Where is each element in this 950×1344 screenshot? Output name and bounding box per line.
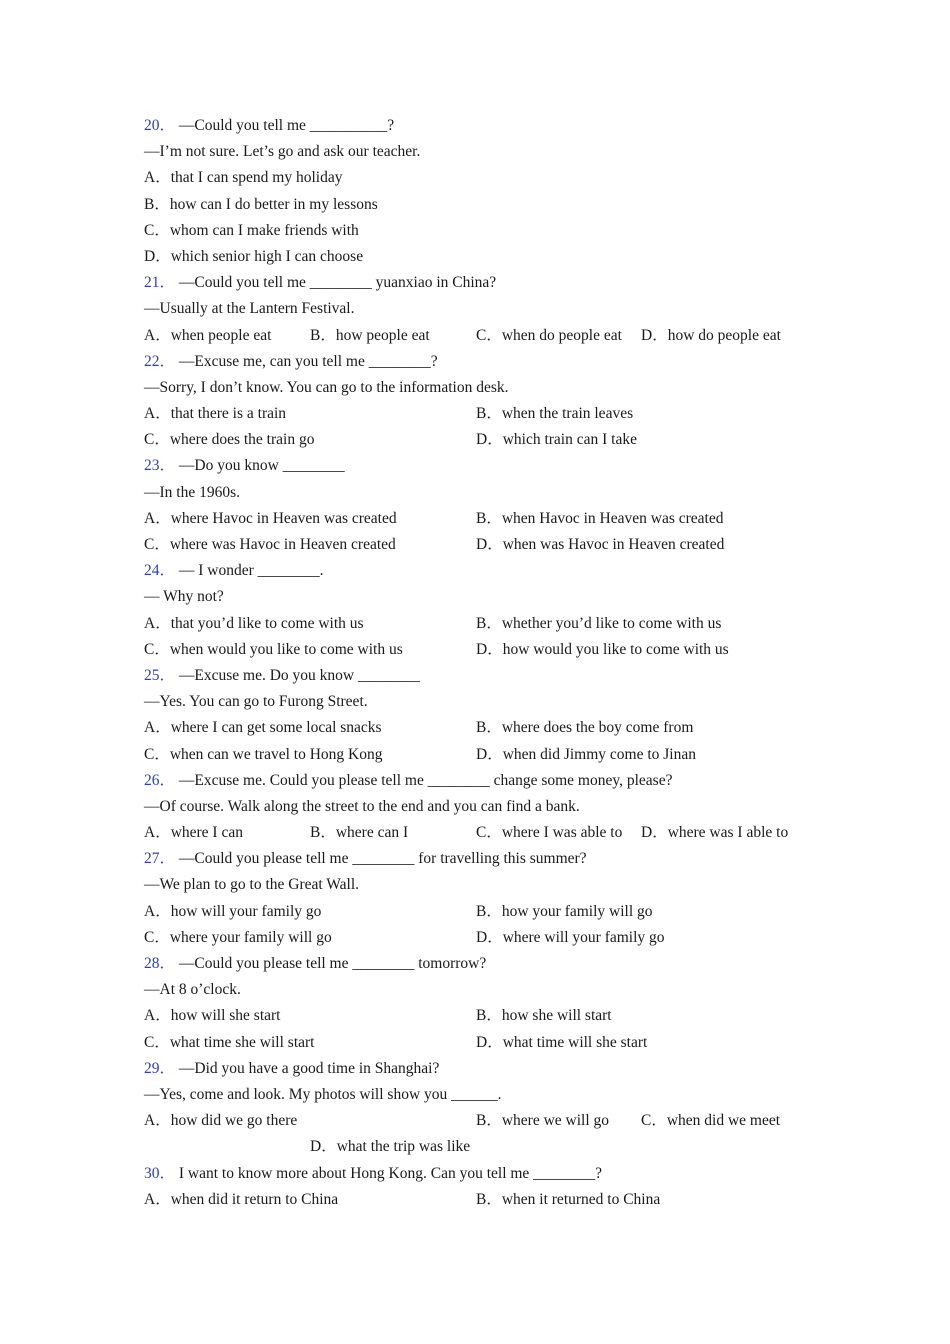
question-29-answer: —Yes, come and look. My photos will show you ______. [144,1085,502,1103]
question-30-stem: 30． I want to know more about Hong Kong. Can you tell me ________? [144,1164,603,1182]
option-a: A．how will she start [144,1007,281,1025]
question-22-answer: —Sorry, I don’t know. You can go to the information desk. [144,378,509,396]
option-b: B．where does the boy come from [476,719,694,737]
option-d: D．which train can I take [476,431,637,449]
option-a: A．how will your family go [144,902,322,920]
option-c: C．when do people eat [476,326,622,344]
option-c: C．where your family will go [144,928,332,946]
option-c: C．where was Havoc in Heaven created [144,536,396,553]
option-d: D．what the trip was like [310,1138,471,1156]
option-d: D．where was I able to [641,824,789,842]
question-21-stem: 21． —Could you tell me ________ yuanxiao in China? [144,274,497,292]
options-row [144,899,824,925]
question-number: 29． [144,1059,176,1077]
options-row [144,1030,824,1056]
question-number: 23． [144,457,176,475]
option-c: C．whom can I make friends with [144,221,359,239]
options-row [144,1003,824,1029]
question-26-stem: 26． —Excuse me. Could you please tell me ________ change some money, please? [144,771,673,789]
option-a: A．that there is a train [144,405,287,423]
option-c: C．what time she will start [144,1033,315,1051]
question-24-stem: 24． — I wonder ________. [144,562,324,580]
options-row [144,820,824,846]
question-28-answer: —At 8 o’clock. [144,981,241,999]
question-24-answer: — Why not? [144,588,224,606]
option-a: A．where Havoc in Heaven was created [144,509,397,527]
option-a: A．that I can spend my holiday [144,169,343,187]
question-number: 25． [144,666,176,684]
options-row [144,506,824,532]
options-row [144,715,824,741]
question-23-stem: 23． —Do you know ________ [144,457,345,475]
option-b: B．where we will go [476,1112,610,1130]
options-row [144,637,824,663]
question-26-answer: —Of course. Walk along the street to the end and you can find a bank. [144,797,580,815]
option-c: C．when did we meet [641,1112,781,1130]
option-c: C．where I was able to [476,824,623,842]
option-c: C．when would you like to come with us [144,640,403,658]
options-row [144,1108,824,1134]
options-row [144,1187,824,1213]
question-number: 28． [144,955,176,972]
question-number: 26． [144,771,176,789]
options-row [144,427,824,453]
option-d: D．which senior high I can choose [144,247,364,265]
option-b: B．whether you’d like to come with us [476,614,722,632]
question-28-stem: 28． —Could you please tell me ________ tomorrow? [144,955,487,972]
option-d: D．where will your family go [476,928,665,946]
option-a: A．how did we go there [144,1112,298,1130]
question-number: 30． [144,1164,176,1182]
options-row [144,611,824,637]
question-number: 21． [144,274,176,292]
question-number: 20． [144,117,176,134]
question-20-answer: —I’m not sure. Let’s go and ask our teacher. [144,143,421,161]
option-b: B．when Havoc in Heaven was created [476,509,724,527]
options-row [144,742,824,768]
options-row [144,925,824,951]
option-d: D．how would you like to come with us [476,640,729,658]
option-a: A．when people eat [144,326,272,344]
option-b: B．where can I [310,824,409,842]
question-27-answer: —We plan to go to the Great Wall. [144,876,360,894]
option-b: B．when the train leaves [476,405,634,423]
options-row [144,323,824,349]
question-29-stem: 29． —Did you have a good time in Shanghai? [144,1059,440,1077]
question-21-answer: —Usually at the Lantern Festival. [144,300,355,318]
question-25-answer: —Yes. You can go to Furong Street. [144,693,368,711]
question-23-answer: —In the 1960s. [144,483,241,501]
question-22-stem: 22． —Excuse me, can you tell me ________? [144,352,438,370]
question-number: 24． [144,562,176,580]
option-a: A．where I can get some local snacks [144,719,382,737]
question-20-stem: 20． —Could you tell me __________? [144,117,395,134]
option-b: B．how she will start [476,1007,612,1025]
question-page [144,113,824,1213]
option-b: B．how people eat [310,326,430,344]
question-number: 22． [144,352,176,370]
question-number: 27． [144,850,176,868]
question-25-stem: 25． —Excuse me. Do you know ________ [144,666,420,684]
option-a: A．that you’d like to come with us [144,614,364,632]
options-row [144,1134,824,1160]
option-b: B．how your family will go [476,902,653,920]
option-c: C．where does the train go [144,431,315,449]
option-d: D．what time will she start [476,1033,648,1051]
option-c: C．when can we travel to Hong Kong [144,745,383,763]
question-27-stem: 27． —Could you please tell me ________ for travelling this summer? [144,850,587,868]
option-b: B．when it returned to China [476,1190,661,1208]
options-row [144,401,824,427]
option-a: A．where I can [144,824,243,842]
option-b: B．how can I do better in my lessons [144,195,378,213]
option-d: D．how do people eat [641,326,781,344]
option-d: D．when did Jimmy come to Jinan [476,745,696,763]
option-d: D．when was Havoc in Heaven created [476,536,725,553]
option-a: A．when did it return to China [144,1190,339,1208]
options-row [144,532,824,558]
